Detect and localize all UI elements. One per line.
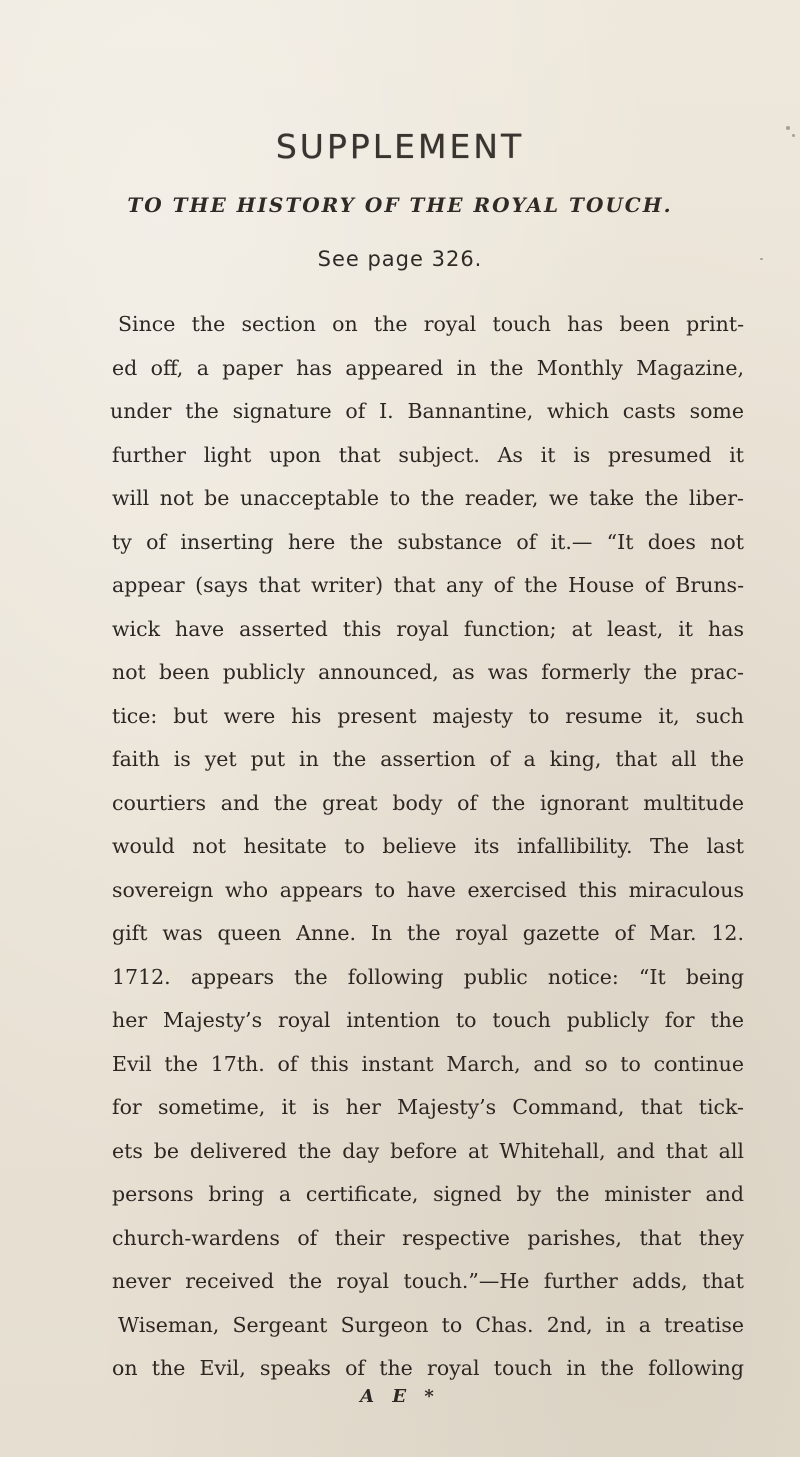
- body-line: ets be delivered the day before at Whitehall, and that all: [112, 1139, 744, 1163]
- body-line: faith is yet put in the assertion of a king, that all the: [112, 747, 744, 771]
- body-line: for sometime, it is her Majesty’s Command, that tick-: [112, 1095, 744, 1119]
- body-line: on the Evil, speaks of the royal touch in the following: [112, 1356, 744, 1380]
- body-line: sovereign who appears to have exercised this miraculous: [112, 878, 744, 902]
- page-reference: See page 326.: [317, 247, 483, 271]
- signature-mark: A E *: [360, 1386, 440, 1407]
- body-line: wick have asserted this royal function; at least, it has: [112, 617, 744, 641]
- body-line: her Majesty’s royal intention to touch publicly for the: [112, 1008, 744, 1032]
- body-line: Since the section on the royal touch has been print-: [118, 312, 744, 336]
- body-line: will not be unacceptable to the reader, we take the liber-: [112, 486, 744, 510]
- body-line: ed off, a paper has appeared in the Monthly Magazine,: [112, 356, 744, 380]
- body-line: Evil the 17th. of this instant March, and so to continue: [112, 1052, 744, 1076]
- supplement-heading: SUPPLEMENT: [275, 127, 525, 166]
- body-line: would not hesitate to believe its infallibility. The last: [112, 834, 744, 858]
- body-line: appear (says that writer) that any of the House of Bruns-: [112, 573, 744, 597]
- body-line: church-wardens of their respective parishes, that they: [112, 1226, 744, 1250]
- body-line: tice: but were his present majesty to resume it, such: [112, 704, 744, 728]
- body-line: under the signature of I. Bannantine, which casts some: [110, 399, 744, 423]
- subheading: TO THE HISTORY OF THE ROYAL TOUCH.: [127, 193, 673, 217]
- body-line: Wiseman, Sergeant Surgeon to Chas. 2nd, in a treatise: [118, 1313, 744, 1337]
- body-line: never received the royal touch.”—He further adds, that: [112, 1269, 744, 1293]
- body-line: persons bring a certificate, signed by the minister and: [112, 1182, 744, 1206]
- body-line: courtiers and the great body of the ignorant multitude: [112, 791, 744, 815]
- body-line: ty of inserting here the substance of it.— “It does not: [112, 530, 744, 554]
- body-line: further light upon that subject. As it is presumed it: [112, 443, 744, 467]
- body-line: 1712. appears the following public notice: “It being: [112, 965, 744, 989]
- body-line: gift was queen Anne. In the royal gazette of Mar. 12.: [112, 921, 744, 945]
- body-line: not been publicly announced, as was formerly the prac-: [112, 660, 744, 684]
